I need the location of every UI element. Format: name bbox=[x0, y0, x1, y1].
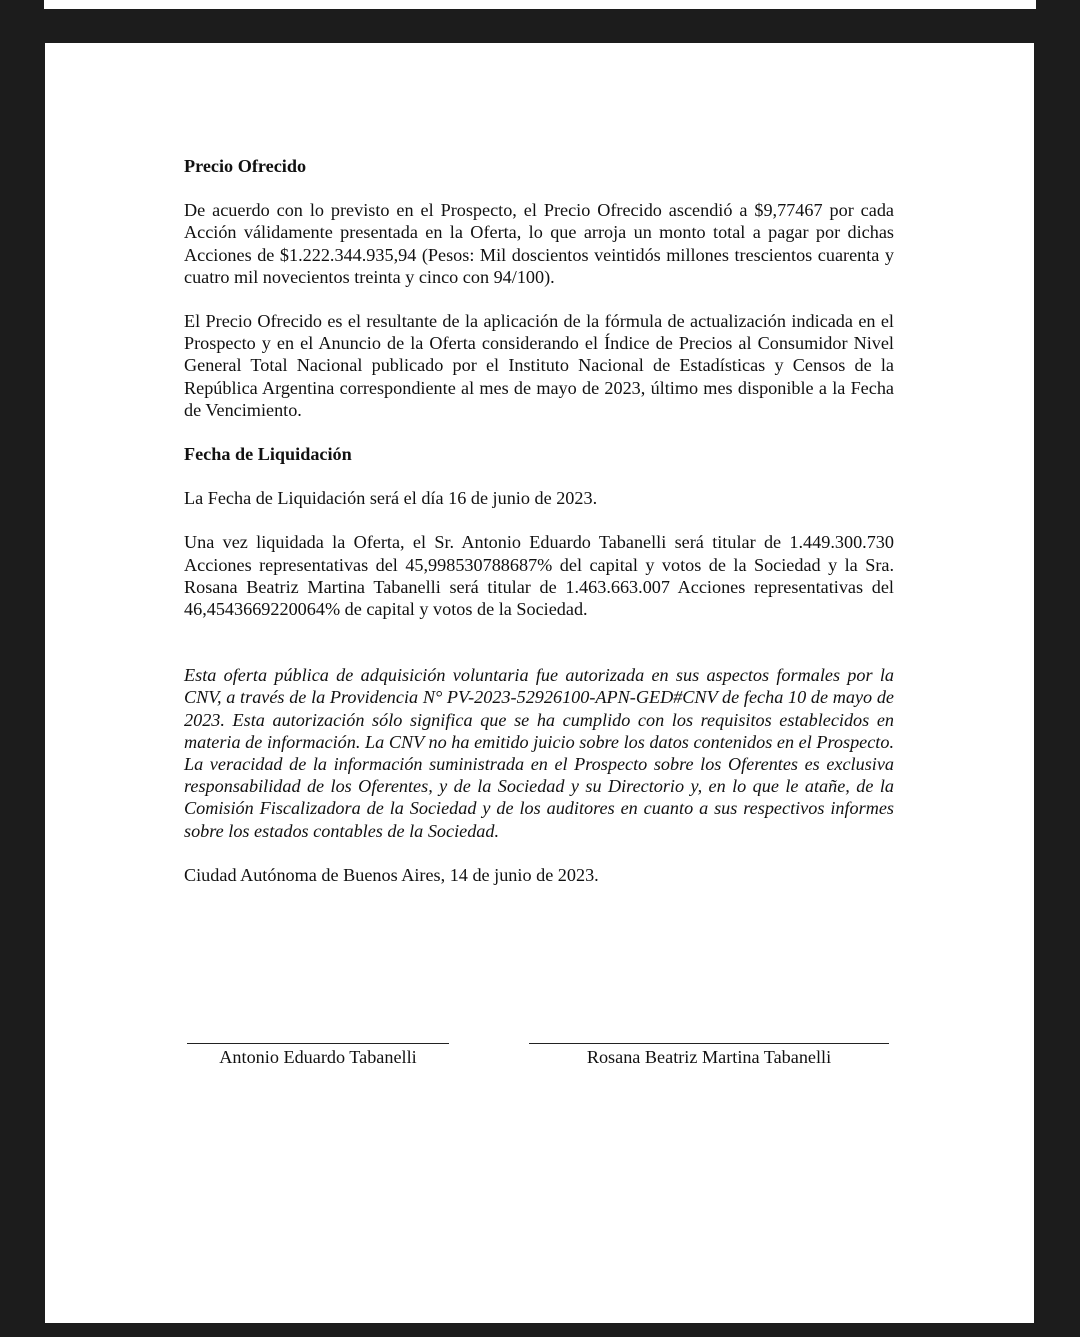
place-and-date: Ciudad Autónoma de Buenos Aires, 14 de junio de 2023. bbox=[184, 864, 599, 885]
paragraph-price-formula: El Precio Ofrecido es el resultante de la aplicación de la fórmula de actualización indicada en el Prospecto y en el Anuncio de la Oferta considerando el Índice de Precios al Consumidor Nivel General Total Nacional publicado por el Instituto Nacional de Estadísticas y Censos de la República Argentina correspondiente al mes de mayo de 2023, último mes disponible a la Fecha de Vencimiento. bbox=[184, 311, 894, 420]
paragraph-price-amount: De acuerdo con lo previsto en el Prospecto, el Precio Ofrecido ascendió a $9,77467 por cada Acción válidamente presentada en la Oferta, lo que arroja un monto total a pagar por dichas Acciones de $1.222.344.935,94 (Pesos: Mil doscientos veintidós millones trescientos cuarenta y cuatro mil novecientos treinta y cinco con 94/100). bbox=[184, 200, 894, 287]
paragraph-settlement-date: La Fecha de Liquidación será el día 16 de junio de 2023. bbox=[184, 488, 598, 509]
signature-line bbox=[529, 1043, 889, 1044]
heading-precio-ofrecido: Precio Ofrecido bbox=[184, 156, 307, 176]
document-page[interactable] bbox=[45, 43, 1034, 1323]
paragraph-shareholdings: Una vez liquidada la Oferta, el Sr. Antonio Eduardo Tabanelli será titular de 1.449.300.730 Acciones representativas del 45,998530788687% del capital y votos de la Sociedad y la Sra. Rosana Beatriz Martina Tabanelli será titular de 1.463.663.007 Acciones representativas del 46,4543669220064% de capital y votos de la Sociedad. bbox=[184, 532, 894, 620]
signature-block bbox=[45, 1043, 1034, 1083]
paragraph-cnv-disclaimer: Esta oferta pública de adquisición voluntaria fue autorizada en sus aspectos formales por la CNV, a través de la Providencia N° PV-2023-52926100-APN-GED#CNV de fecha 10 de mayo de 2023. Esta autorización sólo significa que se ha cumplido con los requisitos establecidos en materia de información. La CNV no ha emitido juicio sobre los datos contenidos en el Prospecto. La veracidad de la información suministrada en el Prospecto sobre los Oferentes es exclusiva responsabilidad de los Oferentes, y de la Sociedad y su Directorio y, en lo que le atañe, de la Comisión Fiscalizadora de la Sociedad y de los auditores en cuanto a sus respectivos informes sobre los estados contables de la Sociedad. bbox=[184, 665, 894, 841]
signatory-name: Antonio Eduardo Tabanelli bbox=[219, 1047, 417, 1067]
signature-rosana bbox=[529, 1043, 889, 1068]
signature-antonio bbox=[187, 1043, 449, 1068]
heading-fecha-liquidacion: Fecha de Liquidación bbox=[184, 444, 352, 465]
signatory-name: Rosana Beatriz Martina Tabanelli bbox=[586, 1047, 832, 1067]
signature-line bbox=[187, 1043, 449, 1044]
previous-page-edge bbox=[44, 0, 1036, 9]
document-body bbox=[184, 155, 894, 908]
